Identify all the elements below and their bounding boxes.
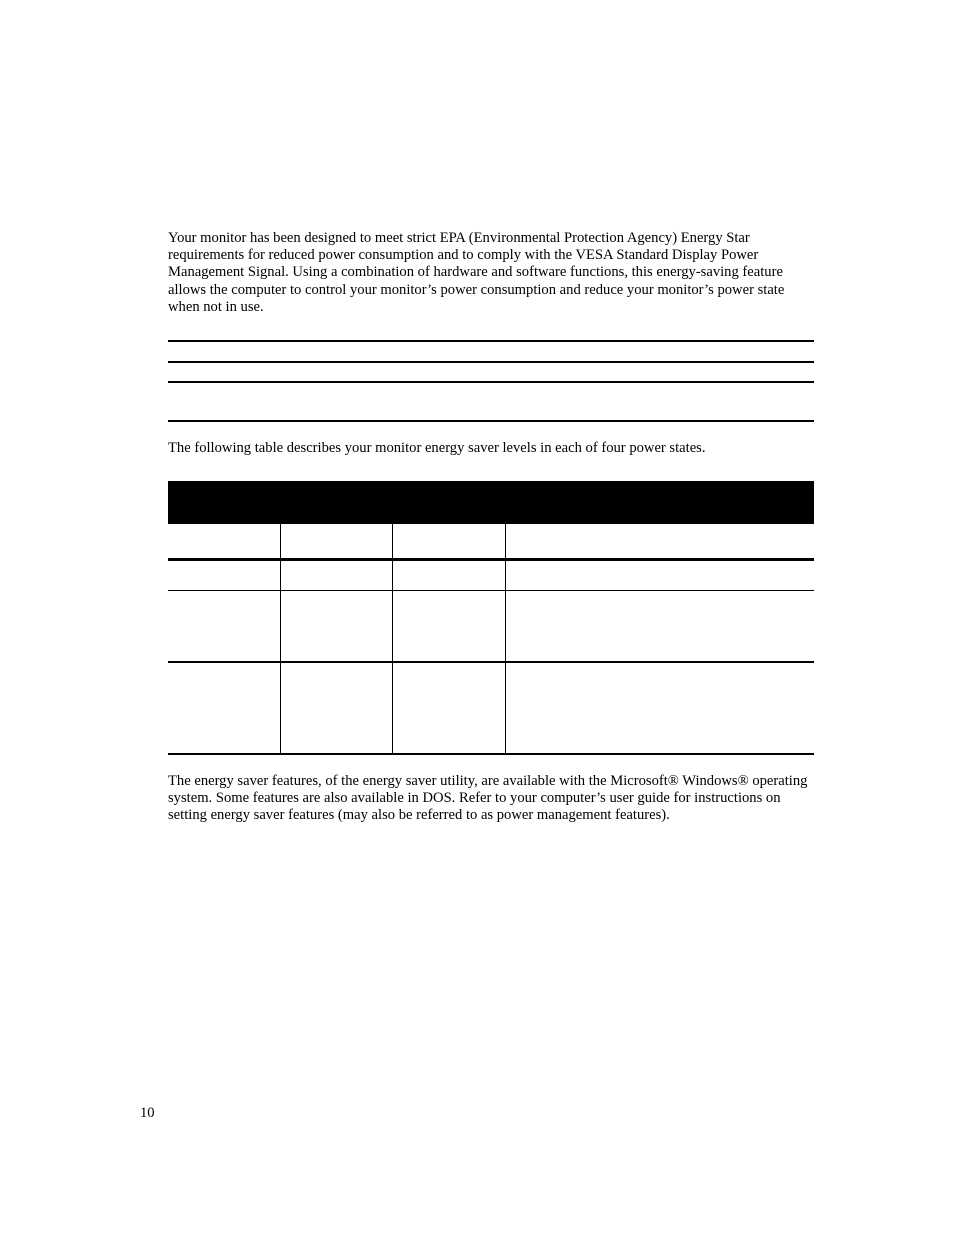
table-cell [505,524,814,560]
table-header-row [168,481,814,524]
table-header-cell [280,481,392,524]
intro-paragraph: Your monitor has been designed to meet strict EPA (Environmental Protection Agency) Energy Star requirements for reduced power consumption and to comply with the VESA Standard Display Power Management Signal. Using a combination of hardware and software functions, this energy-saving feature allows the computer to control your monitor’s power consumption and reduce your monitor’s power state when not in use. [168,230,785,315]
divider-line [168,381,814,383]
table-cell [168,524,280,560]
table-cell [505,591,814,663]
page-number: 10 [140,1105,155,1121]
closing-paragraph: The energy saver features, of the energy saver utility, are available with the Microsoft® Windows® operating system. Some features are also available in DOS. Refer to your computer’s user guide for instructions on setting energy saver features (may also be referred to as power management features). [168,773,808,824]
table-cell [280,524,392,560]
table-lead-paragraph: The following table describes your monitor energy saver levels in each of four power states. [168,440,706,456]
table-cell [505,662,814,754]
energy-saver-table [168,481,814,755]
table-row [168,591,814,663]
table-cell [280,662,392,754]
table-cell [392,591,505,663]
table-cell [392,524,505,560]
divider-line [168,340,814,342]
table-cell [280,591,392,663]
divider-line [168,361,814,363]
table-cell [280,560,392,591]
table-row [168,662,814,754]
table-header-cell [505,481,814,524]
table-row [168,524,814,560]
table-header-cell [168,481,280,524]
table-cell [392,560,505,591]
table-cell [168,591,280,663]
table-cell [168,662,280,754]
table-cell [168,560,280,591]
table-cell [392,662,505,754]
table-cell [505,560,814,591]
divider-line [168,420,814,422]
table-header-cell [392,481,505,524]
table-row [168,560,814,591]
